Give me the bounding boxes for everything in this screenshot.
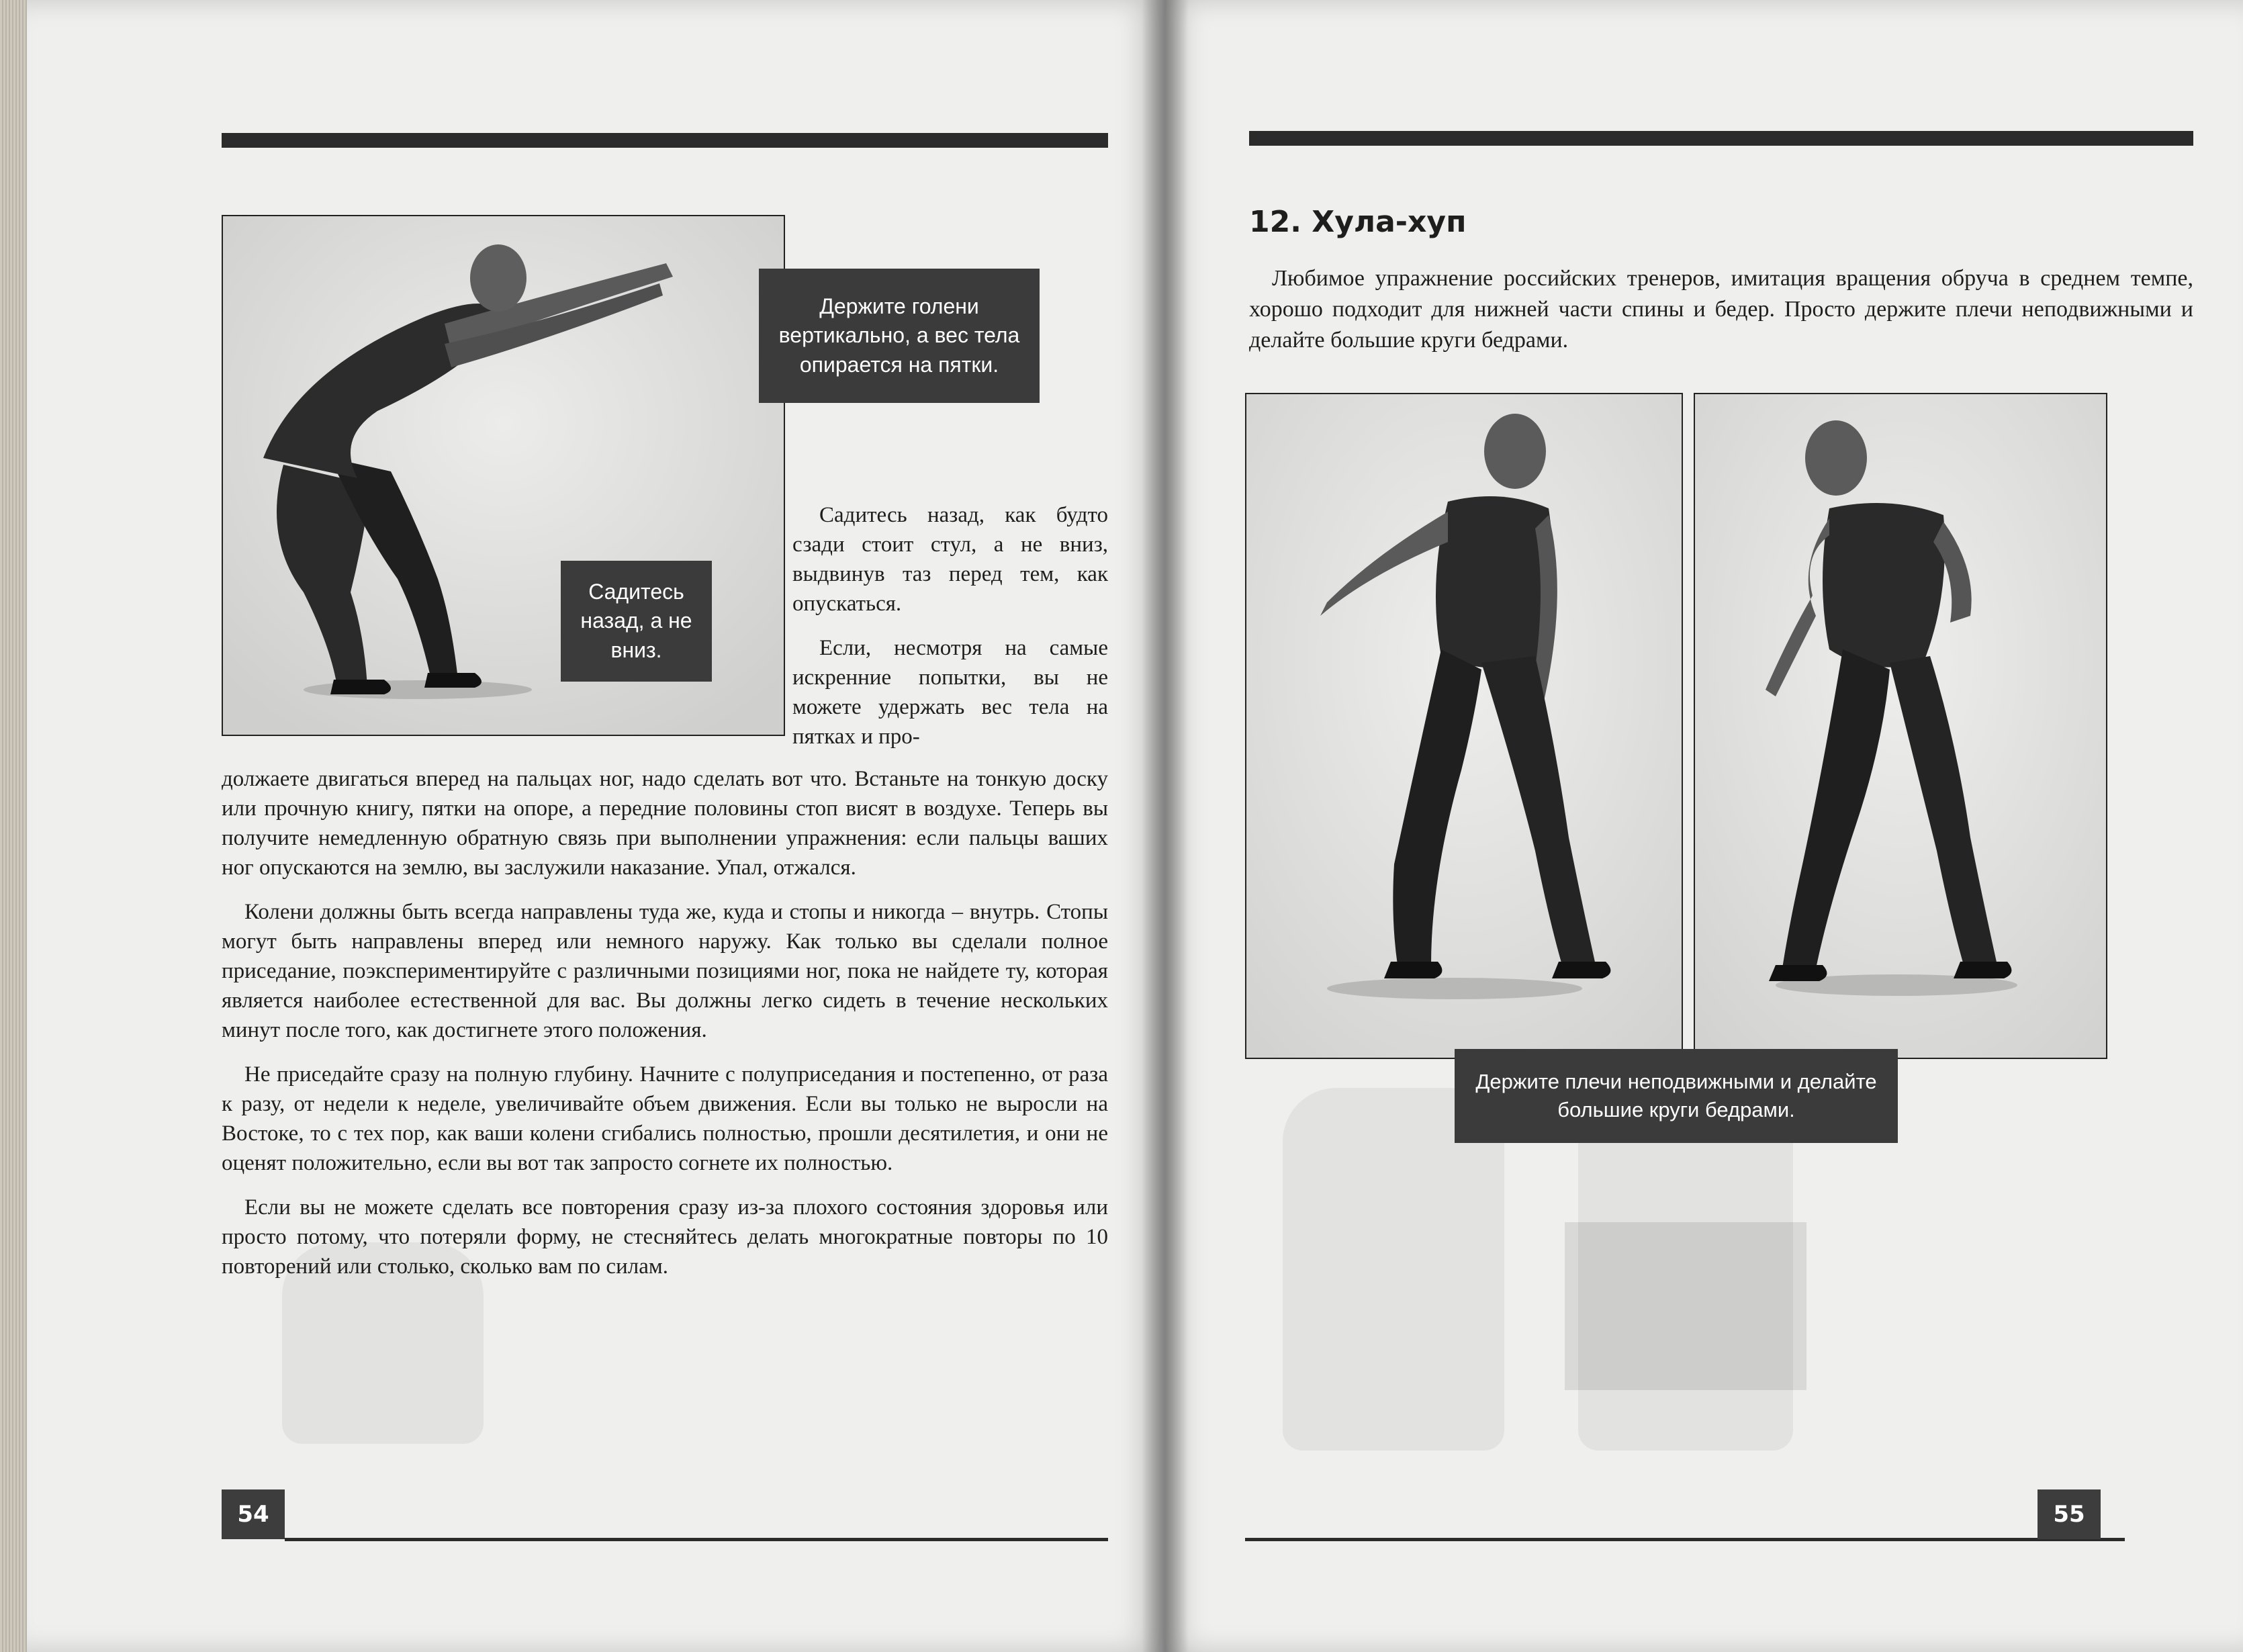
header-bar — [1249, 131, 2193, 146]
paragraph: Колени должны быть всегда направлены туда же, куда и стопы и никогда – внутрь. Стопы могут быть направлены вперед или немного наружу. Как только вы сделали полное приседание, поэкспериментируйте с различными позициями ног, пока не найдете ту, которая является наиболее естественной для вас. Вы должны легко сидеть в течение нескольких минут после того, как достигнете этого положения. — [222, 900, 1108, 1042]
intro-text — [1249, 263, 2193, 371]
paragraph: должаете двигаться вперед на пальцах ног, надо сделать вот что. Встаньте на тонкую доску или прочную книгу, пятки на опоре, а передние половины стоп висят в воздухе. Теперь вы получите немедленную обратную связь при выполнении упражнения: если пальцы ваших ног опускаются на землю, вы заслужили наказание. Упал, отжался. — [222, 767, 1108, 880]
person-hip-circle-illustration — [1695, 394, 2106, 1058]
right-page — [1162, 0, 2243, 1652]
paragraph: Любимое упражнение российских тренеров, имитация вращения обруча в среднем темпе, хорошо подходит для нижней части спины и бедер. Просто держите плечи неподвижными и делайте большие круги бедрами. — [1249, 266, 2193, 353]
paragraph: Если, несмотря на самые искренние попытки, вы не можете удержать вес тела на пятках и про- — [792, 636, 1108, 749]
book-gutter — [1142, 0, 1189, 1652]
body-text — [222, 764, 1108, 1296]
left-page — [27, 0, 1162, 1652]
paragraph: Не приседайте сразу на полную глубину. Начните с полуприседания и постепенно, от раза к разу, от недели к неделе, увеличивайте объем движения. Если вы только не выросли на Востоке, то с тех пор, как ваши колени сгибались полностью, прошли десятилетия, и они не оценят положительно, если вы вот так запросто согнете их полностью. — [222, 1062, 1108, 1175]
paragraph: Если вы не можете сделать все повторения сразу из-за плохого состояния здоровья или просто потому, что потеряли форму, не стесняйтесь делать многократные повторы по 10 повторений или столько, сколько вам по силам. — [222, 1195, 1108, 1279]
person-hip-circle-illustration — [1246, 394, 1682, 1058]
photo-caption-heels: Держите голени вертикально, а вес тела опирается на пятки. — [759, 269, 1040, 403]
photo-caption-hula-hoop: Держите плечи неподвижными и делайте большие круги бедрами. — [1455, 1049, 1898, 1143]
show-through-box — [1565, 1222, 1806, 1390]
side-text-column — [792, 500, 1108, 751]
section-heading: 12. Хула-хуп — [1249, 205, 1467, 239]
hula-hoop-photo-left — [1245, 393, 1683, 1059]
header-bar — [222, 133, 1108, 148]
page-number: 55 — [2038, 1489, 2101, 1539]
paragraph: Садитесь назад, как будто сзади стоит стул, а не вниз, выдвинув таз перед тем, как опускаться. — [792, 503, 1108, 616]
photo-caption-sit-back: Садитесь назад, а не вниз. — [561, 561, 712, 682]
footer-rule — [285, 1538, 1108, 1541]
page-number: 54 — [222, 1489, 285, 1539]
hula-hoop-photo-right — [1694, 393, 2107, 1059]
footer-rule — [1245, 1538, 2125, 1541]
